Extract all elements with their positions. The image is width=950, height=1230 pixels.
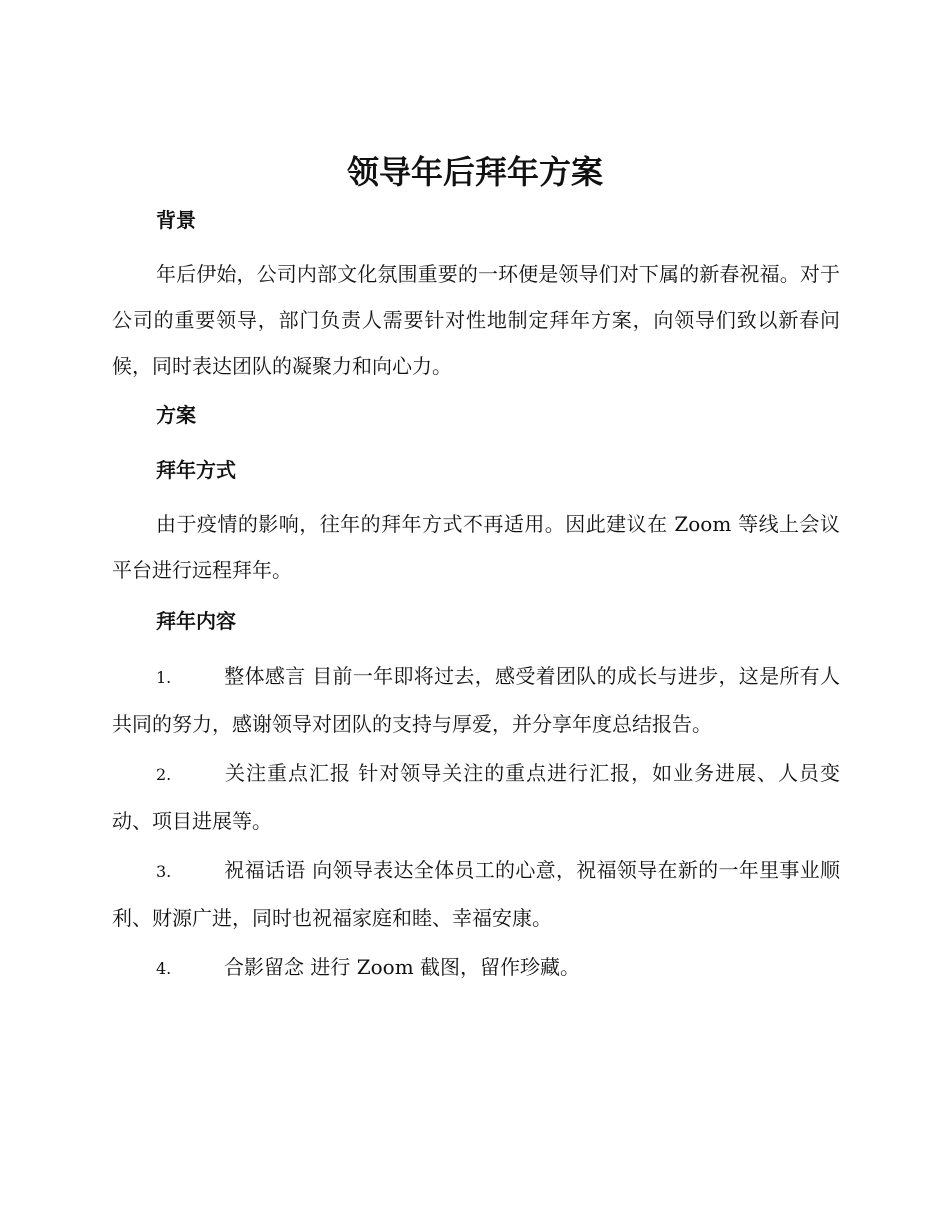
list-item [112, 653, 840, 747]
paragraph-method: 由于疫情的影响，往年的拜年方式不再适用。因此建议在 Zoom 等线上会议平台进行远程拜年。 [112, 512, 840, 582]
list-item-text: 关注重点汇报 针对领导关注的重点进行汇报，如业务进展、人员变动、项目进展等。 [112, 761, 840, 833]
list-item-text: 合影留念 进行 Zoom 截图，留作珍藏。 [224, 955, 581, 979]
heading-background: 背景 [156, 208, 196, 232]
heading-content: 拜年内容 [156, 609, 236, 633]
list-item-number: 1. [156, 668, 172, 687]
list-item [112, 944, 840, 992]
list-item-number: 3. [156, 862, 172, 881]
list-item-number: 4. [156, 959, 172, 978]
list-item [112, 847, 840, 941]
list-item [112, 750, 840, 844]
document-title: 领导年后拜年方案 [346, 153, 603, 191]
heading-plan: 方案 [156, 403, 196, 427]
list-item-text: 整体感言 目前一年即将过去，感受着团队的成长与进步，这是所有人共同的努力，感谢领导对团队的支持与厚爱，并分享年度总结报告。 [112, 664, 840, 736]
list-item-text: 祝福话语 向领导表达全体员工的心意，祝福领导在新的一年里事业顺利、财源广进，同时也祝福家庭和睦、幸福安康。 [112, 858, 840, 930]
heading-method: 拜年方式 [156, 458, 236, 482]
list-item-number: 2. [156, 765, 172, 784]
paragraph-background: 年后伊始，公司内部文化氛围重要的一环便是领导们对下属的新春祝福。对于公司的重要领导，部门负责人需要针对性地制定拜年方案，向领导们致以新春问候，同时表达团队的凝聚力和向心力。 [112, 262, 840, 378]
